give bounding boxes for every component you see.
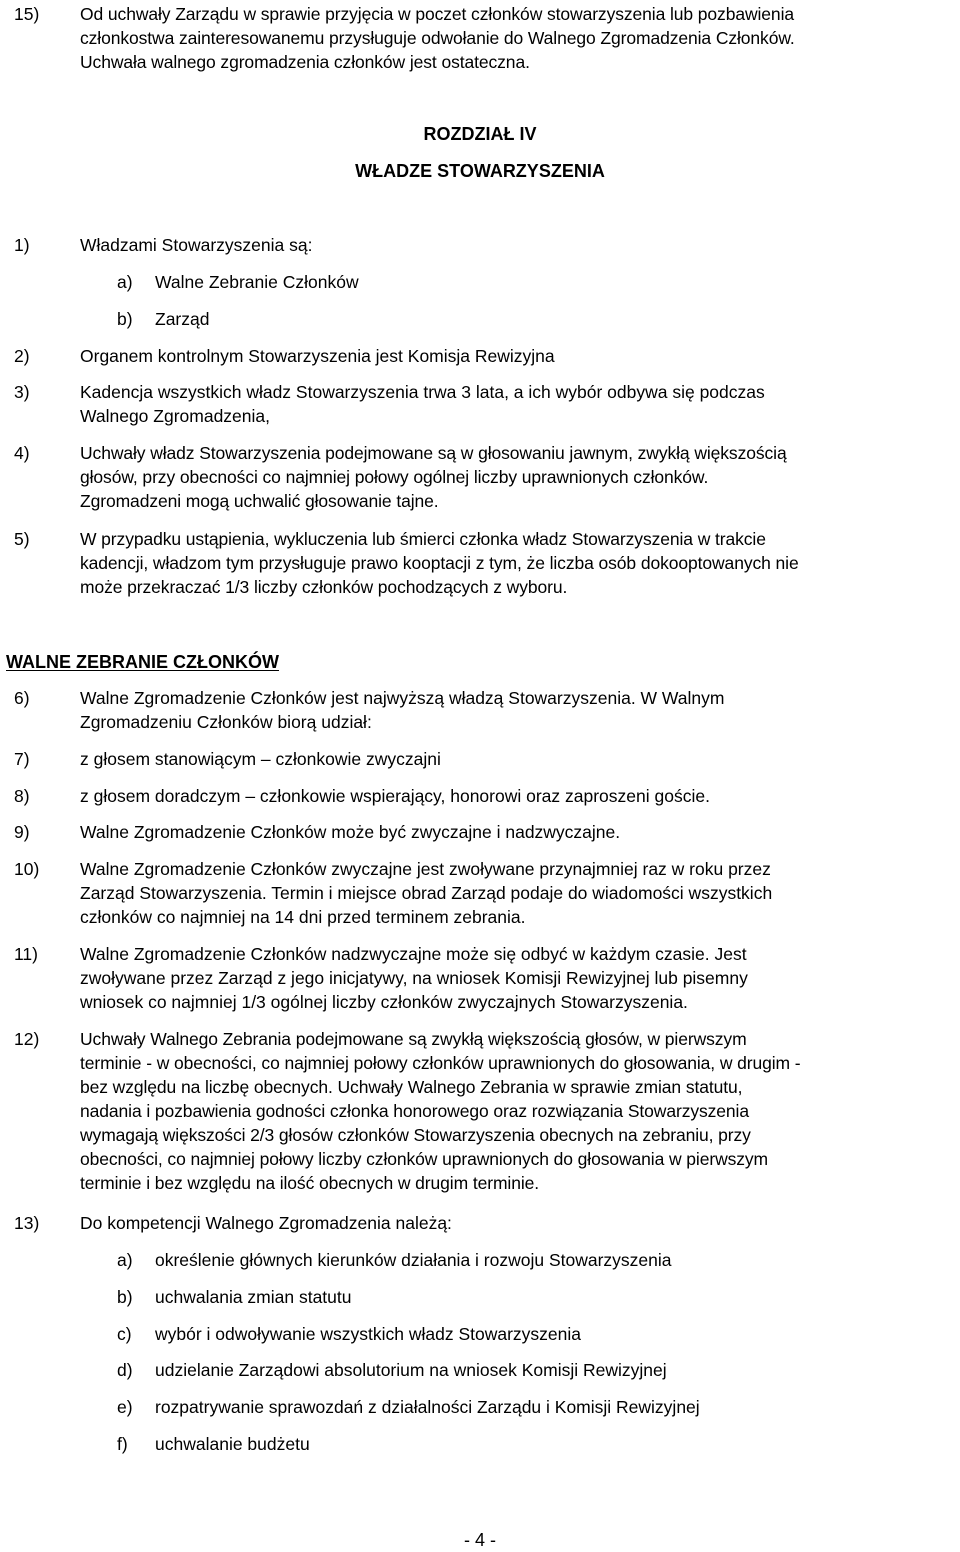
sub-item-letter: a): [117, 272, 133, 292]
list-item: [14, 747, 958, 771]
item-number: 1): [14, 235, 30, 255]
sub-item-text: uchwalanie budżetu: [155, 1434, 310, 1454]
sub-item-letter: b): [117, 309, 133, 329]
sub-item-text: wybór i odwoływanie wszystkich władz Stowarzyszenia: [155, 1324, 581, 1344]
item-text: Od uchwały Zarządu w sprawie przyjęcia w poczet członków stowarzyszenia lub pozbawienia członkostwa zainteresowanemu przysługuje odwołanie do Walnego Zgromadzenia Członków. Uchwała walnego zgromadzenia członków jest ostateczna.: [80, 4, 795, 72]
sub-list-item: [117, 270, 937, 294]
item-number: 9): [14, 822, 30, 842]
item-text: Organem kontrolnym Stowarzyszenia jest Komisja Rewizyjna: [80, 346, 555, 366]
list-item: [14, 820, 958, 844]
sub-list-item: [117, 1285, 937, 1309]
item-text: Walne Zgromadzenie Członków zwyczajne jest zwoływane przynajmniej raz w roku przez Zarząd Stowarzyszenia. Termin i miejsce obrad Zarząd podaje do wiadomości wszystkich członków co najmniej na 14 dni przed terminem zebrania.: [80, 859, 773, 927]
item-number: 4): [14, 443, 30, 463]
sub-item-text: uchwalania zmian statutu: [155, 1287, 352, 1307]
item-text: z głosem doradczym – członkowie wspierający, honorowi oraz zaproszeni goście.: [80, 786, 710, 806]
item-text: Walne Zgromadzenie Członków może być zwyczajne i nadzwyczajne.: [80, 822, 621, 842]
list-item: [14, 441, 958, 513]
section-heading: WALNE ZEBRANIE CZŁONKÓW: [6, 652, 279, 672]
sub-item-letter: e): [117, 1397, 133, 1417]
sub-list-item: [117, 1358, 937, 1382]
sub-list-item: [117, 1395, 937, 1419]
list-item: [14, 942, 958, 1014]
item-number: 8): [14, 786, 30, 806]
sub-list-item: [117, 1432, 937, 1456]
item-text: Do kompetencji Walnego Zgromadzenia należą:: [80, 1213, 452, 1233]
sub-item-text: określenie głównych kierunków działania i rozwoju Stowarzyszenia: [155, 1250, 672, 1270]
sub-item-text: Walne Zebranie Członków: [155, 272, 359, 292]
list-item: [14, 344, 958, 368]
list-item: [14, 1027, 958, 1195]
item-number: 10): [14, 859, 40, 879]
item-number: 6): [14, 688, 30, 708]
sub-item-letter: b): [117, 1287, 133, 1307]
item-number: 15): [14, 4, 40, 24]
list-item: [14, 380, 958, 428]
sub-item-text: Zarząd: [155, 309, 210, 329]
list-item: [14, 686, 958, 734]
list-item: [14, 857, 958, 929]
item-text: Walne Zgromadzenie Członków nadzwyczajne może się odbyć w każdym czasie. Jest zwoływane przez Zarząd z jego inicjatywy, na wniosek Komisji Rewizyjnej lub pisemny wniosek co najmniej 1/3 ogólnej liczby członków zwyczajnych Stowarzyszenia.: [80, 944, 748, 1012]
sub-item-letter: d): [117, 1360, 133, 1380]
sub-item-letter: a): [117, 1250, 133, 1270]
list-item: [14, 1211, 958, 1235]
page-number: - 4 -: [463, 1530, 496, 1550]
item-number: 7): [14, 749, 30, 769]
sub-item-text: rozpatrywanie sprawozdań z działalności Zarządu i Komisji Rewizyjnej: [155, 1397, 700, 1417]
sub-item-letter: f): [117, 1434, 128, 1454]
item-text: z głosem stanowiącym – członkowie zwyczajni: [80, 749, 441, 769]
sub-list-item: [117, 1322, 937, 1346]
item-text: Kadencja wszystkich władz Stowarzyszenia trwa 3 lata, a ich wybór odbywa się podczas Walnego Zgromadzenia,: [80, 382, 765, 426]
item-text: Walne Zgromadzenie Członków jest najwyższą władzą Stowarzyszenia. W Walnym Zgromadzeniu Członków biorą udział:: [80, 688, 725, 732]
chapter-number: ROZDZIAŁ IV: [423, 124, 537, 144]
sub-list-item: [117, 307, 937, 331]
item-text: Władzami Stowarzyszenia są:: [80, 235, 313, 255]
item-number: 13): [14, 1213, 40, 1233]
item-number: 5): [14, 529, 30, 549]
sub-item-text: udzielanie Zarządowi absolutorium na wniosek Komisji Rewizyjnej: [155, 1360, 667, 1380]
item-number: 11): [14, 944, 38, 964]
list-item: [14, 233, 958, 257]
item-number: 2): [14, 346, 30, 366]
item-text: Uchwały władz Stowarzyszenia podejmowane są w głosowaniu jawnym, zwykłą większością głosów, przy obecności co najmniej połowy ogólnej liczby uprawnionych członków. Zgromadzeni mogą uchwalić głosowanie tajne.: [80, 443, 787, 511]
list-item: [14, 784, 958, 808]
list-item: [14, 527, 958, 599]
intro-paragraph: [14, 2, 958, 74]
item-text: Uchwały Walnego Zebrania podejmowane są zwykłą większością głosów, w pierwszym terminie - w obecności, co najmniej połowy członków uprawnionych do głosowania, w drugim - bez względu na liczbę obecnych. Uchwały Walnego Zebrania w sprawie zmian statutu, nadania i pozbawienia godności członka honorowego oraz rozwiązania Stowarzyszenia wymagają większości 2/3 głosów członków Stowarzyszenia obecnych na zebraniu, przy obecności, co najmniej połowy liczby członków uprawnionych do głosowania w pierwszym terminie i bez względu na ilość obecnych w drugim terminie.: [80, 1029, 801, 1193]
item-number: 12): [14, 1029, 40, 1049]
sub-item-letter: c): [117, 1324, 132, 1344]
item-text: W przypadku ustąpienia, wykluczenia lub śmierci członka władz Stowarzyszenia w trakcie kadencji, władzom tym przysługuje prawo kooptacji z tym, że liczba osób dokooptowanych nie może przekraczać 1/3 liczby członków pochodzących z wyboru.: [80, 529, 799, 597]
sub-list-item: [117, 1248, 937, 1272]
item-number: 3): [14, 382, 30, 402]
chapter-title: WŁADZE STOWARZYSZENIA: [355, 161, 605, 181]
